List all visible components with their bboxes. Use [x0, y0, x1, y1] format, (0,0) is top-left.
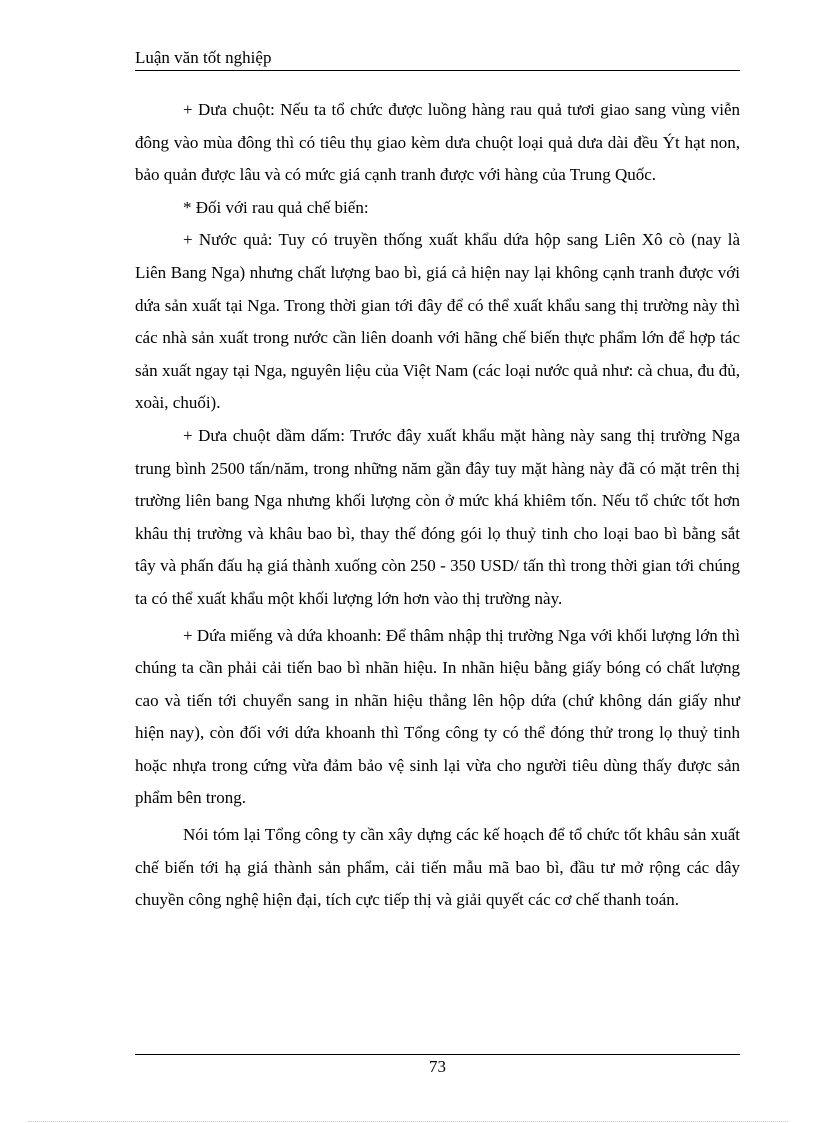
page-number: 73 [429, 1057, 446, 1076]
page-edge-divider [28, 1121, 788, 1122]
paragraph-conclusion: Nói tóm lại Tổng công ty cần xây dựng các kế hoạch để tổ chức tốt khâu sản xuất chế biến tới hạ giá thành sản phẩm, cải tiến mẫu mã bao bì, đầu tư mở rộng các dây chuyền công nghệ hiện đại, tích cực tiếp thị và giải quyết các cơ chế thanh toán. [135, 825, 740, 910]
paragraph-processed-heading: * Đối với rau quả chế biến: [183, 197, 369, 217]
body-text [135, 94, 740, 917]
page-header [135, 48, 740, 71]
paragraph-cucumber: + Dưa chuột: Nếu ta tổ chức được luồng hàng rau quả tươi giao sang vùng viễn đông vào mùa đông thì có tiêu thụ giao kèm dưa chuột loại quả dưa dài đều Ýt hạt non, bảo quản được lâu và có mức giá cạnh tranh được với hàng của Trung Quốc. [135, 100, 740, 185]
paragraph-pickled-cucumber: + Dưa chuột dầm dấm: Trước đây xuất khẩu mặt hàng này sang thị trường Nga trung bình 2500 tấn/năm, trong những năm gần đây tuy mặt hàng này đã có mặt trên thị trường liên bang Nga nhưng khối lượng còn ở mức khá khiêm tốn. Nếu tổ chức tốt hơn khâu thị trường và khâu bao bì, thay thế đóng gói lọ thuỷ tinh cho loại bao bì bằng sắt tây và phấn đấu hạ giá thành xuống còn 250 - 350 USD/ tấn thì trong thời gian tới chúng ta có thể xuất khẩu một khối lượng lớn hơn vào thị trường này. [135, 425, 740, 608]
footer-rule [135, 1054, 740, 1055]
header-title: Luận văn tốt nghiệp [135, 48, 272, 67]
paragraph-fruit-juice: + Nước quả: Tuy có truyền thống xuất khẩu dứa hộp sang Liên Xô cò (nay là Liên Bang Nga) nhưng chất lượng bao bì, giá cả hiện nay lại không cạnh tranh được với dứa sản xuất tại Nga. Trong thời gian tới đây để có thể xuất khẩu sang thị trường này thì các nhà sản xuất trong nước cần liên doanh với hãng chế biến thực phẩm lớn để hợp tác sản xuất ngay tại Nga, nguyên liệu của Việt Nam (các loại nước quả như: cà chua, đu đủ, xoài, chuối). [135, 230, 740, 413]
paragraph-pineapple: + Dứa miếng và dứa khoanh: Để thâm nhập thị trường Nga với khối lượng lớn thì chúng ta cần phải cải tiến bao bì nhãn hiệu. In nhãn hiệu bằng giấy bóng có chất lượng cao và tiến tới chuyển sang in nhãn hiệu thẳng lên hộp dứa (chứ không dán giấy như hiện nay), còn đối với dứa khoanh thì Tổng công ty có thể đóng thử trong lọ thuỷ tinh hoặc nhựa trong cứng vừa đảm bảo vệ sinh lại vừa cho người tiêu dùng thấy được sản phẩm bên trong. [135, 625, 740, 808]
